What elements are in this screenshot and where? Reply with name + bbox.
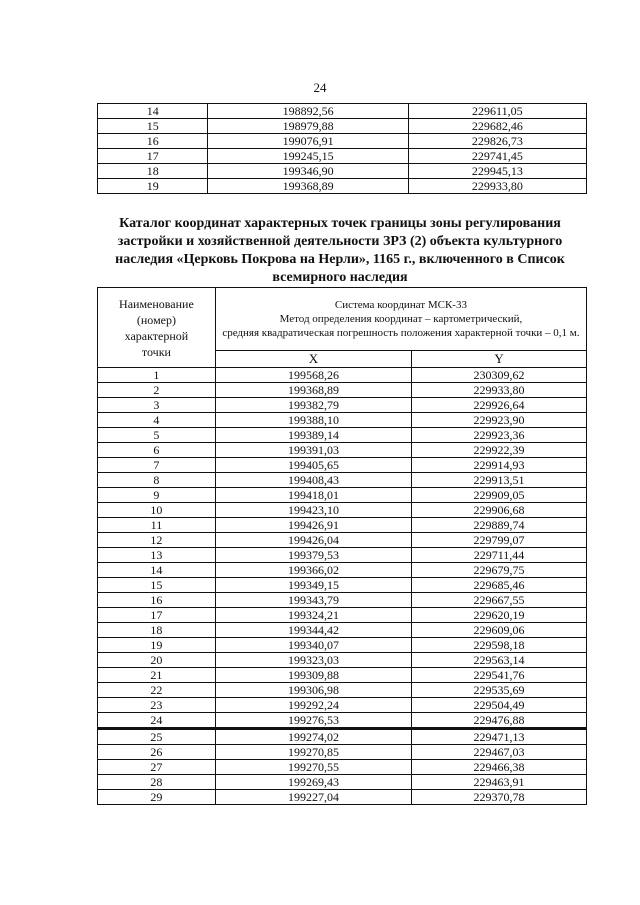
y-cell: 229667,55 (412, 593, 587, 608)
x-cell: 199388,10 (215, 413, 411, 428)
header-point-name (98, 288, 216, 368)
x-cell: 199344,42 (215, 623, 411, 638)
x-cell: 199076,91 (208, 134, 408, 149)
table-row (98, 149, 587, 164)
header-name-line: (номер) (136, 312, 176, 327)
header-system-line: средняя квадратическая погрешность положения характерной точки – 0,1 м. (222, 327, 580, 339)
point-number-cell: 1 (98, 368, 216, 383)
table-row (98, 473, 587, 488)
table-row (98, 413, 587, 428)
point-number-cell: 22 (98, 683, 216, 698)
y-cell: 229922,39 (412, 443, 587, 458)
y-cell: 229889,74 (412, 518, 587, 533)
y-cell: 229923,36 (412, 428, 587, 443)
header-system-line: Система координат МСК-33 (334, 299, 467, 311)
x-cell: 199389,14 (215, 428, 411, 443)
x-cell: 199426,04 (215, 533, 411, 548)
y-cell: 229923,90 (412, 413, 587, 428)
x-cell: 199366,02 (215, 563, 411, 578)
x-cell: 199270,85 (215, 745, 411, 760)
x-cell: 199418,01 (215, 488, 411, 503)
x-cell: 199276,53 (215, 713, 411, 729)
title-line: всемирного наследия (272, 270, 408, 285)
table-row (98, 368, 587, 383)
point-number-cell: 4 (98, 413, 216, 428)
y-cell: 229535,69 (412, 683, 587, 698)
y-cell: 229679,75 (412, 563, 587, 578)
title-line: застройки и хозяйственной деятельности ЗРЗ (2) объекта культурного (117, 234, 563, 249)
point-number-cell: 3 (98, 398, 216, 413)
table-row (98, 563, 587, 578)
x-cell: 199423,10 (215, 503, 411, 518)
y-cell: 229609,06 (412, 623, 587, 638)
x-cell: 199382,79 (215, 398, 411, 413)
point-number-cell: 15 (98, 119, 208, 134)
y-cell: 229563,14 (412, 653, 587, 668)
point-number-cell: 26 (98, 745, 216, 760)
table-row (98, 503, 587, 518)
table-row (98, 398, 587, 413)
table-row (98, 428, 587, 443)
table-row (98, 760, 587, 775)
point-number-cell: 16 (98, 593, 216, 608)
y-cell: 229926,64 (412, 398, 587, 413)
y-cell: 229682,46 (408, 119, 586, 134)
point-number-cell: 15 (98, 578, 216, 593)
y-cell: 229685,46 (412, 578, 587, 593)
table-row (98, 745, 587, 760)
y-cell: 229933,80 (412, 383, 587, 398)
y-cell: 229933,80 (408, 179, 586, 194)
y-cell: 229370,78 (412, 790, 587, 805)
y-cell: 229909,05 (412, 488, 587, 503)
table-row (98, 638, 587, 653)
y-cell: 229945,13 (408, 164, 586, 179)
header-y: Y (412, 351, 587, 368)
x-cell: 199274,02 (215, 729, 411, 745)
x-cell: 199269,43 (215, 775, 411, 790)
point-number-cell: 18 (98, 623, 216, 638)
y-cell: 229467,03 (412, 745, 587, 760)
table-row (98, 548, 587, 563)
point-number-cell: 18 (98, 164, 208, 179)
table-row (98, 179, 587, 194)
x-cell: 199368,89 (208, 179, 408, 194)
x-cell: 199343,79 (215, 593, 411, 608)
x-cell: 199391,03 (215, 443, 411, 458)
y-cell: 229913,51 (412, 473, 587, 488)
table-row (98, 593, 587, 608)
point-number-cell: 2 (98, 383, 216, 398)
page-number: 24 (313, 80, 327, 95)
y-cell: 229463,91 (412, 775, 587, 790)
point-number-cell: 7 (98, 458, 216, 473)
header-system-line: Метод определения координат – картометрический, (279, 313, 523, 325)
x-cell: 199568,26 (215, 368, 411, 383)
x-cell: 199245,15 (208, 149, 408, 164)
section-title (90, 215, 590, 287)
table-row (98, 488, 587, 503)
y-cell: 229826,73 (408, 134, 586, 149)
table-row (98, 608, 587, 623)
point-number-cell: 27 (98, 760, 216, 775)
header-x: X (215, 351, 411, 368)
point-number-cell: 29 (98, 790, 216, 805)
point-number-cell: 11 (98, 518, 216, 533)
y-cell: 229906,68 (412, 503, 587, 518)
table-row (98, 623, 587, 638)
y-cell: 229471,13 (412, 729, 587, 745)
y-cell: 229466,38 (412, 760, 587, 775)
x-cell: 199368,89 (215, 383, 411, 398)
point-number-cell: 17 (98, 149, 208, 164)
point-number-cell: 23 (98, 698, 216, 713)
point-number-cell: 8 (98, 473, 216, 488)
x-cell: 199306,98 (215, 683, 411, 698)
table-row (98, 443, 587, 458)
table-row (98, 164, 587, 179)
table-row (98, 790, 587, 805)
table-row (98, 698, 587, 713)
y-cell: 229620,19 (412, 608, 587, 623)
table-row (98, 104, 587, 119)
y-cell: 229504,49 (412, 698, 587, 713)
x-cell: 199340,07 (215, 638, 411, 653)
x-cell: 199346,90 (208, 164, 408, 179)
header-name-line: точки (141, 344, 171, 359)
x-cell: 199426,91 (215, 518, 411, 533)
point-number-cell: 14 (98, 104, 208, 119)
table-row (98, 729, 587, 745)
x-cell: 199408,43 (215, 473, 411, 488)
y-cell: 229799,07 (412, 533, 587, 548)
y-cell: 229541,76 (412, 668, 587, 683)
point-number-cell: 28 (98, 775, 216, 790)
y-cell: 229914,93 (412, 458, 587, 473)
table-row (98, 383, 587, 398)
point-number-cell: 10 (98, 503, 216, 518)
point-number-cell: 9 (98, 488, 216, 503)
table-row (98, 775, 587, 790)
header-coordinate-system (215, 288, 586, 351)
table-body (98, 104, 587, 194)
x-cell: 199349,15 (215, 578, 411, 593)
table-row (98, 533, 587, 548)
point-number-cell: 14 (98, 563, 216, 578)
coordinates-table (97, 287, 587, 805)
x-cell: 199379,53 (215, 548, 411, 563)
table-row (98, 668, 587, 683)
y-cell: 229711,44 (412, 548, 587, 563)
point-number-cell: 21 (98, 668, 216, 683)
y-cell: 230309,62 (412, 368, 587, 383)
x-cell: 199323,03 (215, 653, 411, 668)
y-cell: 229598,18 (412, 638, 587, 653)
point-number-cell: 16 (98, 134, 208, 149)
point-number-cell: 25 (98, 729, 216, 745)
header-name-line: Наименование (119, 296, 194, 311)
table-row (98, 683, 587, 698)
x-cell: 199309,88 (215, 668, 411, 683)
point-number-cell: 24 (98, 713, 216, 729)
x-cell: 199227,04 (215, 790, 411, 805)
title-line: Каталог координат характерных точек границы зоны регулирования (119, 216, 561, 231)
table-row (98, 458, 587, 473)
coordinates-table-continued (97, 103, 587, 194)
x-cell: 199324,21 (215, 608, 411, 623)
y-cell: 229741,45 (408, 149, 586, 164)
point-number-cell: 20 (98, 653, 216, 668)
y-cell: 229476,88 (412, 713, 587, 729)
x-cell: 199292,24 (215, 698, 411, 713)
x-cell: 198979,88 (208, 119, 408, 134)
point-number-cell: 13 (98, 548, 216, 563)
point-number-cell: 6 (98, 443, 216, 458)
point-number-cell: 5 (98, 428, 216, 443)
y-cell: 229611,05 (408, 104, 586, 119)
table-row (98, 653, 587, 668)
point-number-cell: 19 (98, 179, 208, 194)
table-row (98, 119, 587, 134)
x-cell: 199270,55 (215, 760, 411, 775)
point-number-cell: 19 (98, 638, 216, 653)
table-row (98, 134, 587, 149)
header-name-line: характерной (124, 328, 189, 343)
table-body (98, 368, 587, 805)
x-cell: 198892,56 (208, 104, 408, 119)
table-row (98, 578, 587, 593)
point-number-cell: 12 (98, 533, 216, 548)
title-line: наследия «Церковь Покрова на Нерли», 1165 г., включенного в Список (115, 252, 565, 267)
table-row (98, 518, 587, 533)
x-cell: 199405,65 (215, 458, 411, 473)
table-row (98, 713, 587, 729)
point-number-cell: 17 (98, 608, 216, 623)
